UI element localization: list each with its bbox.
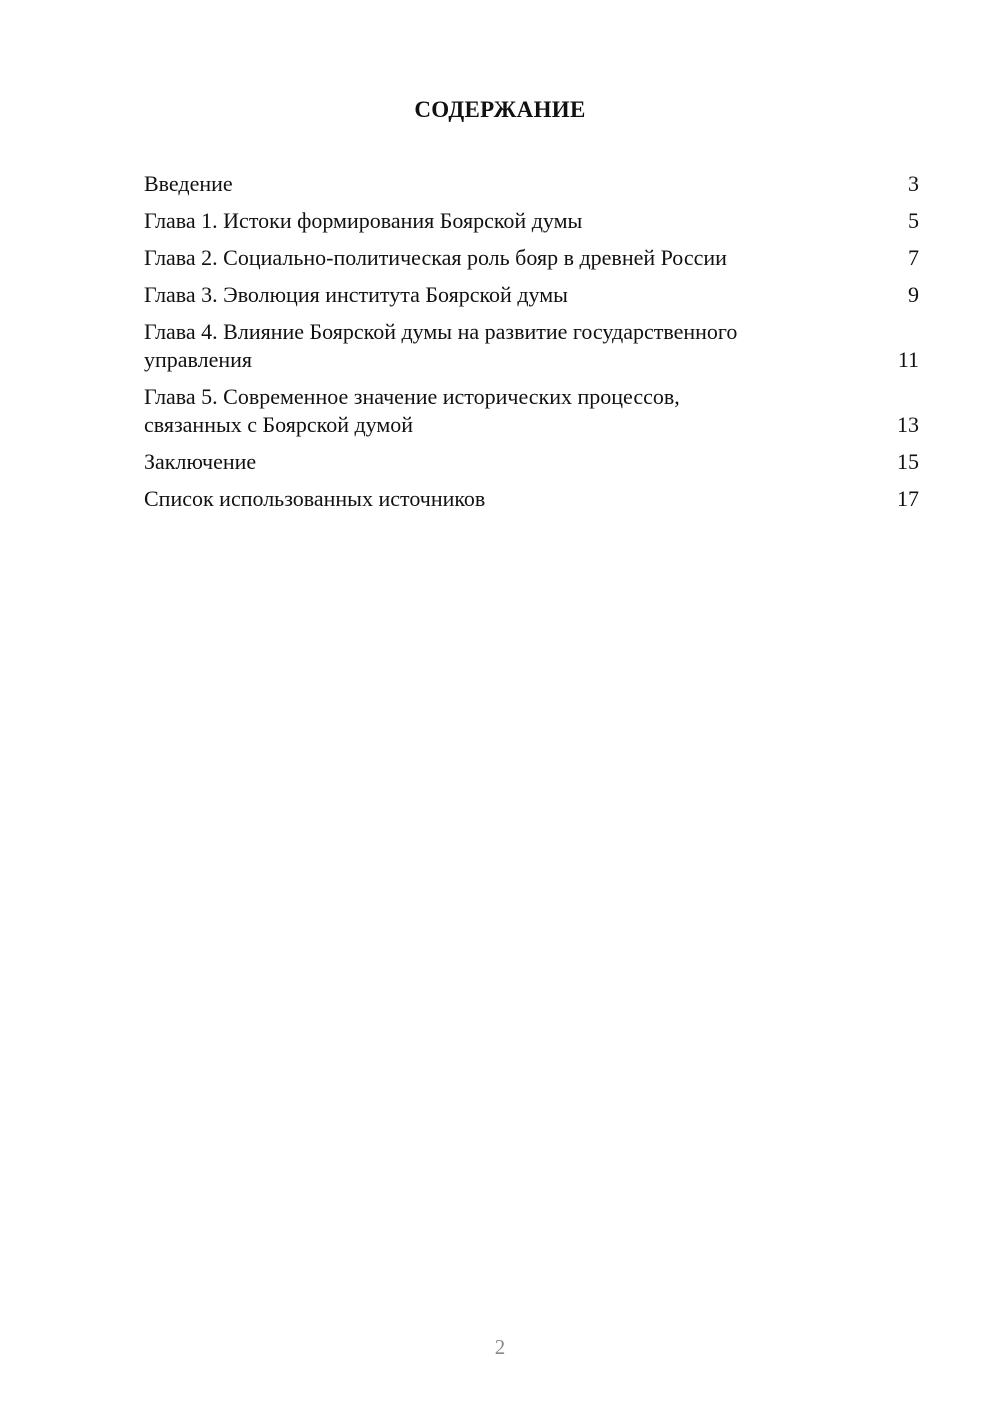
toc-entry-chapter-1 — [144, 207, 919, 235]
toc-entry-chapter-2 — [144, 244, 919, 272]
toc-entry-conclusion — [144, 448, 919, 476]
toc-entry-chapter-5 — [144, 383, 919, 439]
toc-entry-page: 5 — [908, 208, 919, 233]
toc-entry-page: 15 — [897, 449, 919, 474]
toc-entry-page: 9 — [908, 282, 919, 307]
toc-entry-label: Введение — [144, 171, 233, 196]
toc-entry-references — [144, 485, 919, 513]
toc-entry-chapter-3 — [144, 281, 919, 309]
toc-entry-page: 11 — [897, 347, 919, 372]
toc-entry-page: 13 — [897, 412, 919, 437]
table-of-contents — [144, 170, 919, 522]
toc-entry-label: Заключение — [144, 449, 257, 474]
toc-entry-label: Глава 5. Современное значение исторических процессов, связанных с Боярской думой — [144, 384, 680, 437]
toc-entry-label: Глава 2. Социально-политическая роль бояр в древней России — [144, 245, 727, 270]
page-number: 2 — [494, 1335, 506, 1359]
toc-entry-label: Глава 4. Влияние Боярской думы на развитие государственного управления — [144, 319, 738, 372]
toc-entry-chapter-4 — [144, 318, 919, 374]
toc-entry-introduction — [144, 170, 919, 198]
toc-entry-label: Глава 3. Эволюция института Боярской думы — [144, 282, 568, 307]
toc-entry-label: Список использованных источников — [144, 486, 486, 511]
toc-entry-page: 7 — [908, 245, 919, 270]
toc-entry-label: Глава 1. Истоки формирования Боярской думы — [144, 208, 583, 233]
toc-title: СОДЕРЖАНИЕ — [414, 97, 586, 122]
toc-entry-page: 3 — [908, 171, 919, 196]
toc-entry-page: 17 — [897, 486, 919, 511]
